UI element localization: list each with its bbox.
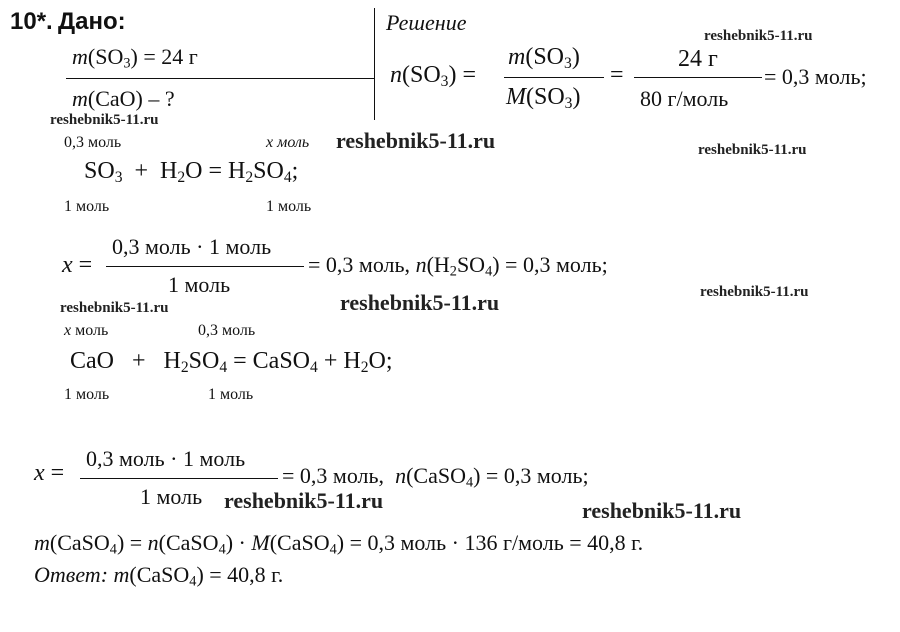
watermark: reshebnik5-11.ru [50, 112, 159, 128]
watermark: reshebnik5-11.ru [704, 28, 813, 44]
n-so3-frac2-bar [634, 77, 762, 78]
r2-equation: CaO + $H_2SO_4$ = CaSO$_4$ + $H_2O$; [70, 348, 393, 376]
calc1-rest: = 0,3 моль, $n(H_2SO_4) = 0,3$ моль; [308, 252, 608, 280]
solution-label: Решение [386, 10, 467, 35]
watermark: reshebnik5-11.ru [340, 290, 500, 315]
calc2-bar [80, 478, 278, 479]
answer-line: Ответ: m(CaSO$_4$) = 40,8 г. [34, 562, 284, 590]
given-underline [66, 78, 374, 79]
r2-above-left: x моль [64, 322, 109, 339]
problem-number: 10*. [10, 8, 53, 35]
n-so3-frac2-num: 24 г [678, 46, 718, 72]
calc2-den: 1 моль [140, 484, 203, 509]
watermark: reshebnik5-11.ru [224, 488, 384, 513]
calc2-num: 0,3 моль · 1 моль [86, 446, 246, 471]
n-so3-frac2-den: 80 г/моль [640, 86, 729, 111]
mass-line: m(CaSO$_4$) = n(CaSO$_4$) · M(CaSO$_4$) = 0,3 моль · 136 г/моль = 40,8 г. [34, 530, 644, 558]
watermark: reshebnik5-11.ru [698, 142, 807, 158]
r1-equation: $SO_3 + H_2O = H_2SO_4$; [84, 158, 299, 186]
given-label: Дано: [58, 8, 126, 35]
n-so3-frac1-bar [504, 77, 604, 78]
n-so3-eq: = [610, 62, 624, 88]
n-so3-frac1-num: $m(SO_3)$ [508, 44, 580, 72]
r1-above-right: x моль [266, 134, 310, 151]
given-mass-so3: $m(SO_3) = 24$ г [72, 44, 198, 72]
watermark: reshebnik5-11.ru [60, 300, 169, 316]
n-so3-lhs: $n(SO_3)$ = [390, 62, 476, 90]
calc1-bar [106, 266, 304, 267]
r1-below-left: 1 моль [64, 198, 110, 215]
n-so3-result: = 0,3 моль; [764, 64, 867, 89]
r2-below-right: 1 моль [208, 386, 254, 403]
watermark: reshebnik5-11.ru [700, 284, 809, 300]
calc2-lhs: x = [34, 460, 65, 486]
r1-below-right: 1 моль [266, 198, 312, 215]
given-divider [374, 8, 375, 120]
r2-below-left: 1 моль [64, 386, 110, 403]
r2-above-right: 0,3 моль [198, 322, 256, 339]
calc2-rest: = 0,3 моль, n(CaSO$_4$) = 0,3 моль; [282, 463, 589, 491]
calc1-num: 0,3 моль · 1 моль [112, 234, 272, 259]
calc1-den: 1 моль [168, 272, 231, 297]
r1-above-left: 0,3 моль [64, 134, 122, 151]
watermark: reshebnik5-11.ru [336, 128, 496, 153]
n-so3-frac1-den: $M(SO_3)$ [506, 84, 581, 112]
given-find-cao: m(CaO) – ? [72, 86, 175, 111]
watermark: reshebnik5-11.ru [582, 498, 742, 523]
calc1-lhs: x = [62, 252, 93, 278]
